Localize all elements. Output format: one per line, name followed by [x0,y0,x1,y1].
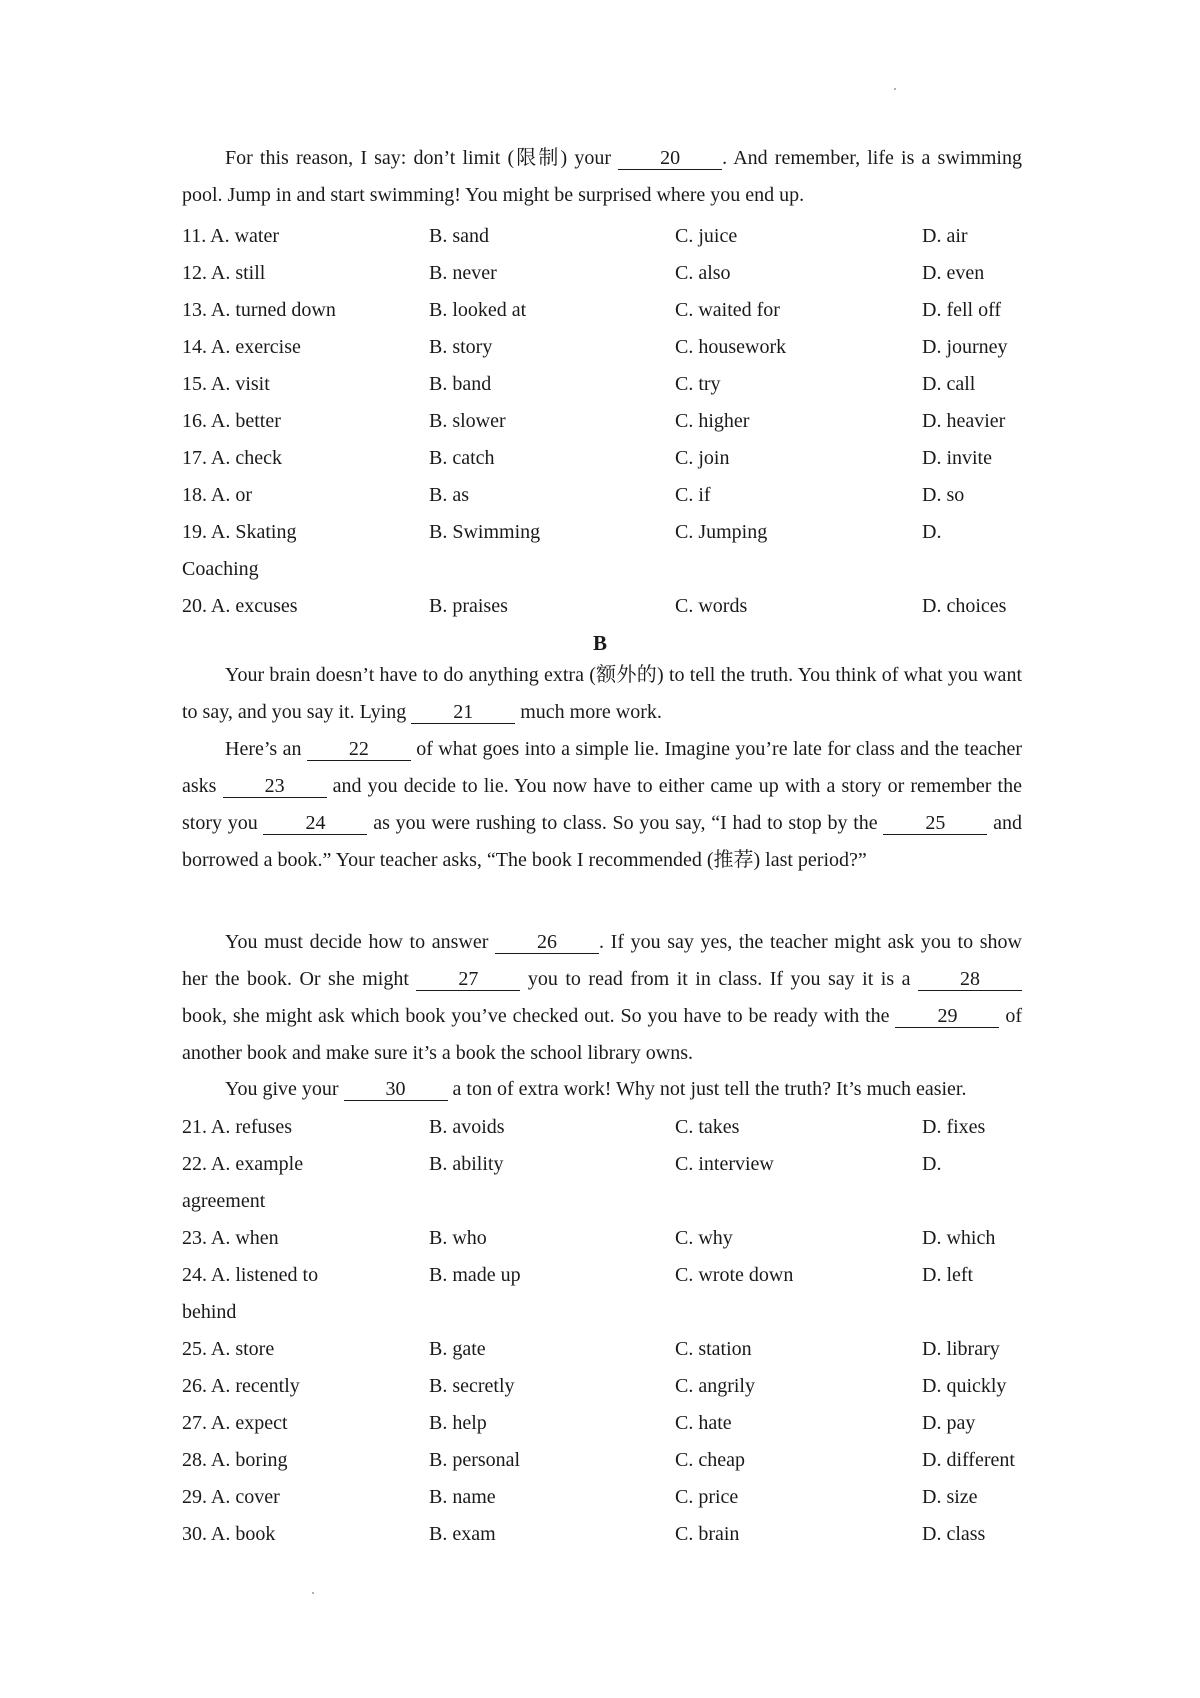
option-row [182,1334,1042,1364]
option-c: C. interview [675,1153,774,1175]
option-c: C. wrote down [675,1264,794,1286]
option-row [182,1260,1042,1290]
blank-21: 21 [411,701,515,724]
option-b: B. looked at [429,299,527,321]
option-c: C. if [675,484,711,506]
text-run: You give your [225,1078,344,1100]
option-a: 19. A. Skating [182,521,297,543]
blank-29: 29 [895,1005,999,1028]
option-c: C. cheap [675,1449,745,1471]
option-row [182,443,1042,473]
option-c: C. also [675,262,731,284]
option-b: B. story [429,336,493,358]
option-a: 20. A. excuses [182,595,298,617]
option-d-continued: Coaching [182,558,259,580]
option-row [182,1112,1042,1142]
option-a: 11. A. water [182,225,280,247]
option-row [182,1482,1042,1512]
option-c: C. words [675,595,748,617]
option-row [182,480,1042,510]
option-c: C. join [675,447,730,469]
option-c: C. higher [675,410,750,432]
option-a: 30. A. book [182,1523,276,1545]
option-a: 25. A. store [182,1338,275,1360]
option-a: 28. A. boring [182,1449,288,1471]
option-d: D. different [922,1449,1015,1471]
option-b: B. help [429,1412,487,1434]
option-row [182,221,1042,251]
option-d: D. so [922,484,965,506]
blank-20: 20 [618,147,722,170]
text-run: of another book and make sure it’s a book the school library owns. [182,1005,1022,1064]
option-row [182,369,1042,399]
text-run: much more work. [515,701,662,723]
option-b: B. Swimming [429,521,541,543]
option-b: B. who [429,1227,487,1249]
option-a: 15. A. visit [182,373,270,395]
option-a: 23. A. when [182,1227,279,1249]
option-b: B. personal [429,1449,521,1471]
text-run: Here’s an [225,738,307,760]
option-a: 18. A. or [182,484,252,506]
text-run: and you decide to lie. You now have to either came up with a story or remember the story you [182,775,1022,834]
option-row [182,1519,1042,1549]
option-d: D. even [922,262,985,284]
option-row [182,258,1042,288]
option-a: 26. A. recently [182,1375,300,1397]
option-a: 17. A. check [182,447,282,469]
option-c: C. try [675,373,721,395]
scan-speck [312,1592,314,1594]
option-a: 27. A. expect [182,1412,288,1434]
option-d: D. fell off [922,299,1002,321]
option-d: D. class [922,1523,986,1545]
text-run: For this reason, I say: don’t limit (限制) your [225,147,619,169]
option-b: B. band [429,373,492,395]
option-a: 16. A. better [182,410,281,432]
option-row [182,406,1042,436]
option-d-continued: agreement [182,1190,266,1212]
option-d: D. choices [922,595,1007,617]
option-a: 14. A. exercise [182,336,301,358]
text-run: you to read from it in class. If you say it is a [520,968,918,990]
blank-23: 23 [223,775,327,798]
section-b-title: B [592,631,607,655]
text-run: a ton of extra work! Why not just tell the truth? It’s much easier. [447,1078,967,1100]
text-run: . And remember, life is a swimming pool. Jump in and start swimming! You might be surprised where you end up. [182,147,1022,206]
option-d: D. fixes [922,1116,986,1138]
passage-b-paragraph-1 [182,657,1022,731]
text-run: as you were rushing to class. So you say, “I had to stop by the [367,812,884,834]
option-d: D. size [922,1486,978,1508]
option-d: D. journey [922,336,1008,358]
option-a: 22. A. example [182,1153,304,1175]
option-c: C. why [675,1227,733,1249]
blank-24: 24 [263,812,367,835]
scan-speck [894,88,896,90]
blank-22: 22 [307,738,411,761]
option-d: D. call [922,373,976,395]
text-run: . If you say yes, the teacher might ask you to show her the book. Or she might [182,931,1022,990]
option-b: B. made up [429,1264,521,1286]
blank-30: 30 [344,1078,448,1101]
option-row [182,1223,1042,1253]
option-d: D. which [922,1227,996,1249]
option-row [182,1149,1042,1179]
option-c: C. juice [675,225,738,247]
blank-25: 25 [883,812,987,835]
blank-27: 27 [416,968,520,991]
option-d: D. library [922,1338,1000,1360]
option-a: 29. A. cover [182,1486,280,1508]
option-c: C. waited for [675,299,780,321]
option-c: C. price [675,1486,739,1508]
option-b: B. exam [429,1523,496,1545]
option-b: B. praises [429,595,508,617]
option-d: D. invite [922,447,992,469]
option-d: D. quickly [922,1375,1007,1397]
option-c: C. hate [675,1412,732,1434]
option-c: C. brain [675,1523,740,1545]
option-d: D. air [922,225,968,247]
option-b: B. slower [429,410,506,432]
option-row [182,517,1042,547]
option-b: B. as [429,484,469,506]
option-c: C. Jumping [675,521,768,543]
option-d: D. heavier [922,410,1006,432]
blank-28: 28 [918,968,1022,991]
text-run: Your brain doesn’t have to do anything extra (额外的) to tell the truth. You think of what you want to say, and you say it. Lying [182,664,1022,723]
passage-a-closing-paragraph [182,140,1022,214]
option-d-continued: behind [182,1301,237,1323]
option-b: B. name [429,1486,496,1508]
option-b: B. never [429,262,497,284]
blank-26: 26 [495,931,599,954]
option-row [182,332,1042,362]
option-a: 12. A. still [182,262,266,284]
option-b: B. secretly [429,1375,515,1397]
option-d: D. pay [922,1412,976,1434]
option-a: 21. A. refuses [182,1116,292,1138]
option-b: B. catch [429,447,495,469]
option-b: B. gate [429,1338,486,1360]
text-run: of what goes into a simple lie. Imagine you’re late for class and the teacher asks [182,738,1022,797]
option-c: C. station [675,1338,752,1360]
option-a: 24. A. listened to [182,1264,319,1286]
option-b: B. avoids [429,1116,505,1138]
text-run: You must decide how to answer [225,931,496,953]
option-row [182,591,1042,621]
option-row [182,1371,1042,1401]
option-d: D. left [922,1264,974,1286]
option-row [182,295,1042,325]
option-b: B. sand [429,225,489,247]
option-row [182,1408,1042,1438]
text-run: and borrowed a book.” Your teacher asks, “The book I recommended (推荐) last period?” [182,812,1022,871]
passage-b-paragraph-2 [182,731,1022,879]
option-b: B. ability [429,1153,504,1175]
option-a: 13. A. turned down [182,299,336,321]
text-run: book, she might ask which book you’ve checked out. So you have to be ready with the [182,1005,896,1027]
passage-b-paragraph-3 [182,924,1022,1072]
option-row [182,1445,1042,1475]
option-d: D. [922,1153,942,1175]
passage-b-paragraph-4 [182,1071,1022,1108]
option-c: C. angrily [675,1375,755,1397]
option-c: C. takes [675,1116,740,1138]
option-c: C. housework [675,336,787,358]
option-d: D. [922,521,942,543]
